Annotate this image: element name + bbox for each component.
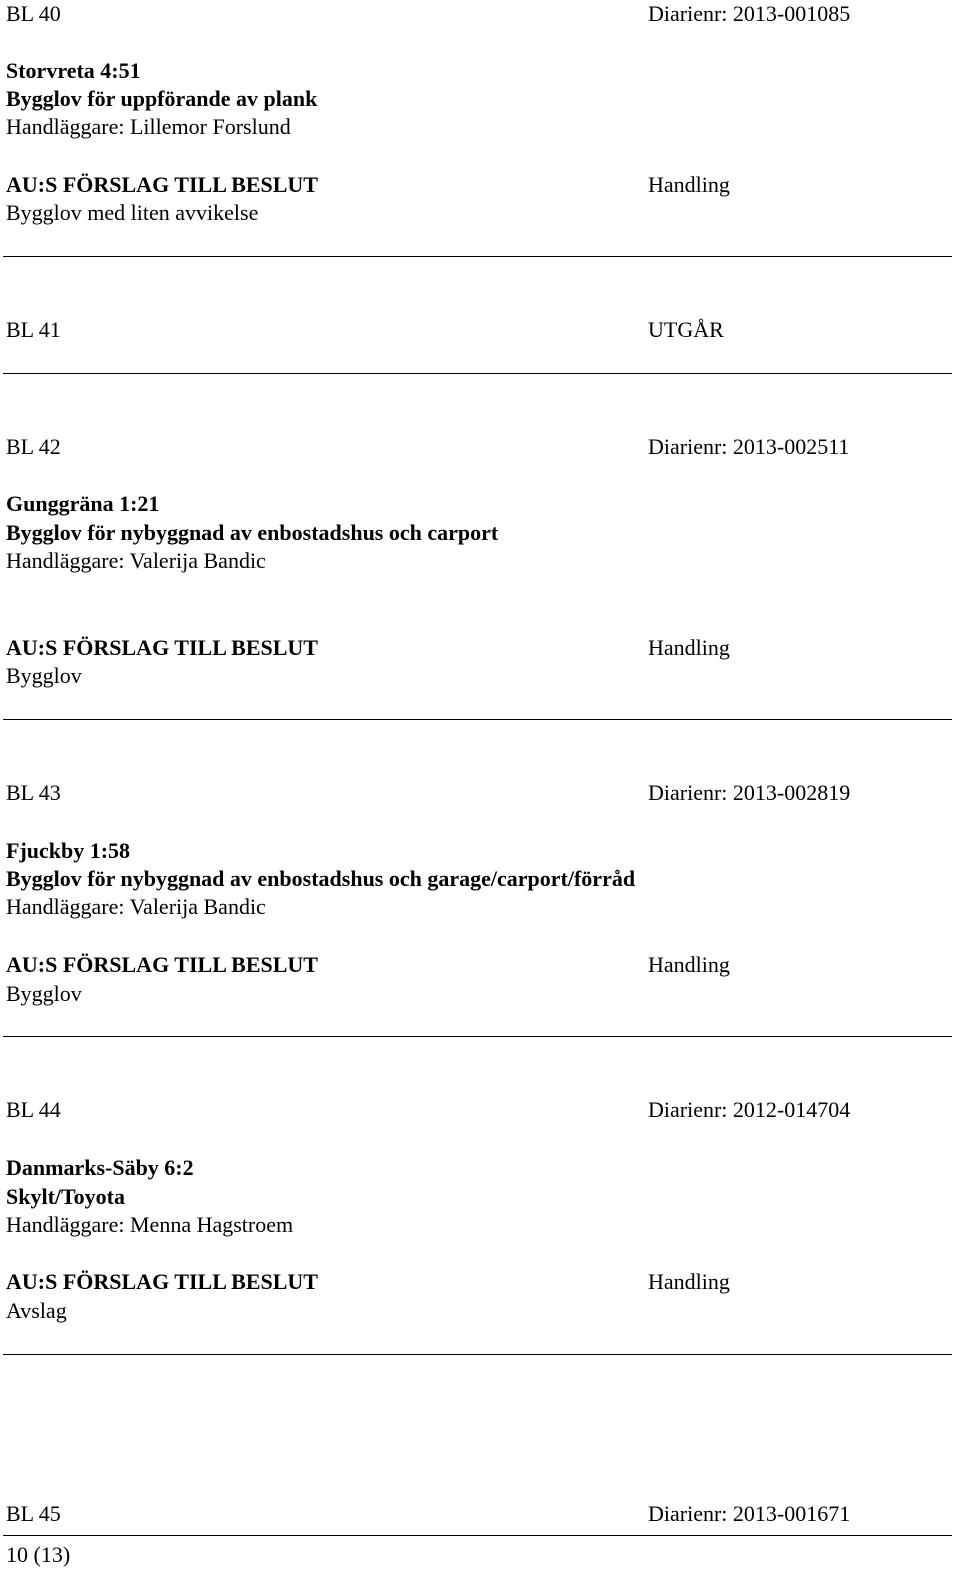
case-number: BL 45 bbox=[6, 1501, 61, 1526]
proposed-decision: Bygglov bbox=[6, 663, 82, 688]
case-number: BL 44 bbox=[6, 1097, 61, 1122]
case-number: BL 43 bbox=[6, 780, 61, 805]
case-subject: Bygglov för nybyggnad av enbostadshus och garage/carport/förråd bbox=[6, 866, 636, 891]
proposal-label: AU:S FÖRSLAG TILL BESLUT bbox=[6, 952, 318, 977]
case-status: UTGÅR bbox=[648, 317, 724, 342]
proposed-decision: Bygglov med liten avvikelse bbox=[6, 200, 259, 225]
case-subject: Bygglov för nybyggnad av enbostadshus och carport bbox=[6, 520, 499, 545]
divider bbox=[3, 719, 952, 720]
action-label: Handling bbox=[648, 952, 730, 977]
footer-divider bbox=[3, 1535, 952, 1536]
case-officer: Handläggare: Valerija Bandic bbox=[6, 894, 266, 919]
divider bbox=[3, 1036, 952, 1037]
diarienr: Diarienr: 2013-002511 bbox=[648, 434, 850, 459]
case-subject: Skylt/Toyota bbox=[6, 1184, 126, 1209]
proposed-decision: Bygglov bbox=[6, 981, 82, 1006]
diarienr: Diarienr: 2012-014704 bbox=[648, 1097, 851, 1122]
action-label: Handling bbox=[648, 172, 730, 197]
case-officer: Handläggare: Menna Hagstroem bbox=[6, 1212, 294, 1237]
proposal-label: AU:S FÖRSLAG TILL BESLUT bbox=[6, 1269, 318, 1294]
proposal-label: AU:S FÖRSLAG TILL BESLUT bbox=[6, 635, 318, 660]
case-subject: Bygglov för uppförande av plank bbox=[6, 86, 318, 111]
case-number: BL 41 bbox=[6, 317, 61, 342]
action-label: Handling bbox=[648, 1269, 730, 1294]
proposal-label: AU:S FÖRSLAG TILL BESLUT bbox=[6, 172, 318, 197]
divider bbox=[3, 256, 952, 257]
property-name: Gunggräna 1:21 bbox=[6, 491, 160, 516]
case-officer: Handläggare: Valerija Bandic bbox=[6, 548, 266, 573]
action-label: Handling bbox=[648, 635, 730, 660]
divider bbox=[3, 373, 952, 374]
case-officer: Handläggare: Lillemor Forslund bbox=[6, 114, 291, 139]
property-name: Storvreta 4:51 bbox=[6, 58, 141, 83]
case-number: BL 42 bbox=[6, 434, 61, 459]
page-number: 10 (13) bbox=[6, 1542, 71, 1567]
proposed-decision: Avslag bbox=[6, 1298, 67, 1323]
diarienr: Diarienr: 2013-001671 bbox=[648, 1501, 851, 1526]
property-name: Danmarks-Säby 6:2 bbox=[6, 1155, 194, 1180]
divider bbox=[3, 1354, 952, 1355]
case-number: BL 40 bbox=[6, 1, 61, 26]
property-name: Fjuckby 1:58 bbox=[6, 838, 131, 863]
diarienr: Diarienr: 2013-001085 bbox=[648, 1, 851, 26]
diarienr: Diarienr: 2013-002819 bbox=[648, 780, 851, 805]
